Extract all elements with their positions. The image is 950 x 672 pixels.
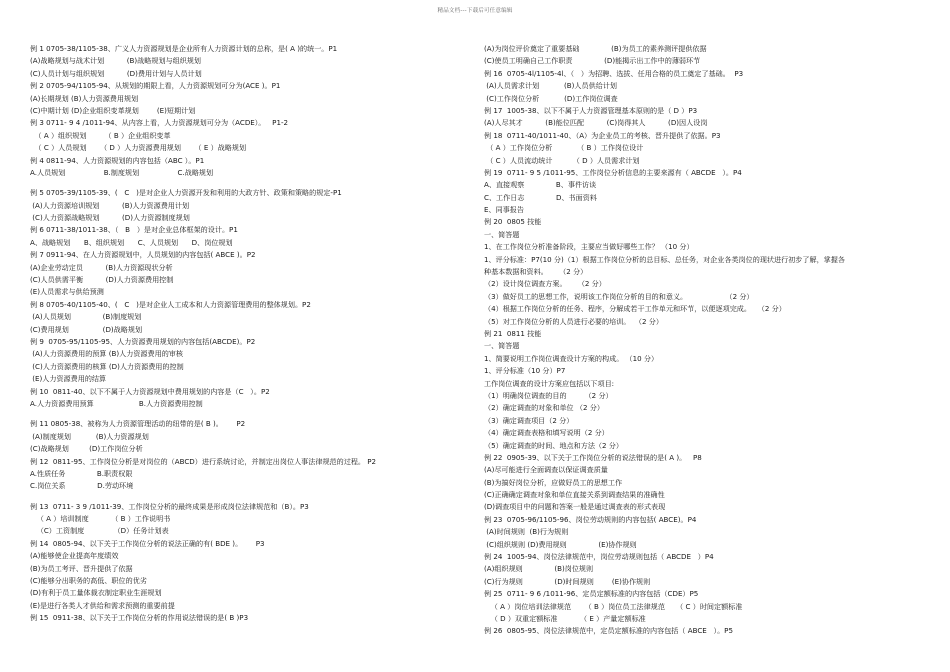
left-text-line: 例 2 0705-94/1105-94、从规划的期限上看，人力资源规划可分为(ACE )。P1	[30, 81, 281, 91]
left-text-line: (E)人力资源费用的结算	[30, 374, 107, 384]
left-text-line: (A)人员规划 (B)制度规划	[30, 312, 142, 322]
right-text-line: (C)组织规则 (D)费用规则 (E)协作规则	[484, 539, 637, 549]
right-text-line: 1、评分标准（10 分）P7	[484, 366, 566, 376]
right-text-line: （ D ）双重定额标准 （ E ）产量定额标准	[484, 613, 646, 623]
left-text-line: 例 6 0711-38/1011-38、（ B ）是对企业总体框架的设计。P1	[30, 225, 238, 235]
left-text-line: (A)企业劳动定员 (B)人力资源现状分析	[30, 262, 173, 272]
right-text-line: (A)为岗位评价奠定了重要基础 (B)为员工的素养测评提供依据	[484, 44, 707, 53]
right-text-line: A、直接观察 B、事件访谈	[484, 180, 597, 190]
right-text-line: E、同事报告	[484, 205, 524, 215]
left-text-line: (C)战略规划 (D)工作岗位分析	[30, 444, 143, 454]
left-text-line: A、战略规划 B、组织规划 C、人员规划 D、岗位规划	[30, 237, 233, 247]
right-text-line: (B)为搞好岗位分析，应做好员工的思想工作	[484, 477, 623, 487]
right-text-line: 一、简答题	[484, 341, 520, 351]
left-text-line: 例 4 0811-94、人力资源规划的内容包括（ABC ）。P1	[30, 155, 205, 165]
left-text-line: (A)制度规划 (B)人力资源规划	[30, 431, 149, 441]
right-text-line: (C)工作岗位分析 (D)工作岗位调查	[484, 93, 618, 103]
right-text-line: （4）根据工作岗位分析的任务、程序，分解成若干工作单元和环节，以便逐项完成。 （2 分）	[484, 304, 786, 314]
right-text-line: 例 22 0905-39、以下关于工作岗位分析的说法错误的是( A )。 P8	[484, 452, 702, 462]
left-text-line: （ A ）培训制度 （ B ）工作说明书	[30, 514, 171, 524]
left-text-line: (A)长期规划 (B)人力资源费用规划	[30, 93, 139, 103]
right-text-line: (A)人尽其才 (B)能位匹配 (C)岗得其人 (D)因人设岗	[484, 118, 708, 128]
left-text-line: (A)战略规划与战术计划 (B)战略规划与组织规划	[30, 56, 202, 66]
left-text-line: A.人员规划 B.制度规划 C.战略规划	[30, 167, 214, 177]
right-text-line: 例 25 0711- 9 6 /1011-96、定员定额标准的内容包括（CDE）P5	[484, 589, 699, 599]
left-text-line: （ C ）人员规划 （ D ）人力资源费用规划 （ E ）战略规划	[30, 143, 247, 153]
left-text-line: (C)费用规划 (D)战略规划	[30, 324, 143, 334]
right-text-line: 例 18 0711-40/1011-40、（A）为企业员工的考核、晋升提供了依据。P3	[484, 130, 721, 140]
left-text-line: 例 7 0911-94、在人力资源规划中，人员规划的内容包括( ABCE )。P2	[30, 250, 256, 260]
right-text-line: 例 19 0711- 9 5 /1011-95、工作岗位分析信息的主要来源有（ ABCDE ）。P4	[484, 167, 742, 177]
left-text-line: (B)为员工考评、晋升提供了依据	[30, 563, 133, 573]
right-text-line: (D)调查项目中的问题和答案一般是通过调查表的形式表现	[484, 502, 666, 512]
left-text-line: 例 3 0711- 9 4 /1011-94、从内容上看，人力资源规划可分为（ACDE）。 P1-2	[30, 118, 289, 128]
right-text-line: (A)时间规则 (B)行为规则	[484, 527, 569, 537]
left-text-line: 例 13 0711- 3 9 /1011-39、工作岗位分析的最终成果是形成岗位法律规范和（B）。P3	[30, 501, 309, 511]
right-text-line: 1、在工作岗位分析准备阶段，主要应当做好哪些工作？ （10 分）	[484, 242, 694, 252]
left-text-line: (C)人员供需平衡 (D)人力资源费用控制	[30, 275, 174, 285]
right-text-line: (A)人员需求计划 (B)人员供给计划	[484, 81, 617, 91]
right-text-line: 例 24 1005-94、岗位法律规范中，岗位劳动规则包括（ ABCDE ）P4	[484, 552, 714, 562]
left-text-line: (A)人力资源培训规划 (B)人力资源费用计划	[30, 200, 190, 210]
page-header: 精品文档---下载后可任意编辑	[437, 8, 513, 14]
right-text-line: 例 23 0705-96/1105-96、岗位劳动规则的内容包括( ABCE)。P4	[484, 514, 697, 524]
right-text-line: （2）确定调查的对象和单位 （2 分）	[484, 403, 604, 413]
left-text-line: (E)是进行各类人才供给和需求预测的重要前提	[30, 600, 175, 610]
left-text-line: (E)人员需求与供给预测	[30, 287, 104, 297]
right-text-line: （3）做好员工的思想工作，说明该工作岗位分析的目的和意义。 （2 分）	[484, 291, 754, 301]
left-text-line	[30, 493, 450, 501]
left-text-line: 例 14 0805-94、以下关于工作岗位分析的说法正确的有( BDE )。 P3	[30, 538, 265, 548]
left-text-line: (A)能够使企业提高年度绩效	[30, 551, 119, 561]
right-text-line: (C)行为规则 (D)时间规则 (E)协作规则	[484, 576, 651, 586]
right-text-line: （5）确定调查的时间、地点和方法（2 分）	[484, 440, 623, 450]
right-text-line: （ A ）岗位培训法律规范 （ B ）岗位员工法律规范 （ C ）时间定额标准	[484, 601, 743, 611]
left-text-line: (C)人力资源战略规划 (D)人力资源制度规划	[30, 213, 190, 223]
left-text-line	[30, 410, 450, 418]
right-text-line: 1、评分标准：P7(10 分)（1）根据工作岗位分析的总目标、总任务，对企业各类岗位的现状进行初步了解，掌握各	[484, 254, 845, 264]
left-text-line: A.人力资源费用预算 B.人力资源费用控制	[30, 398, 203, 408]
left-text-line: 例 9 0705-95/1105-95、人力资源费用规划的内容包括(ABCDE)。P2	[30, 336, 256, 346]
left-text-line: 例 5 0705-39/1105-39、( C )是对企业人力资源开发和利用的大政方针、政策和策略的规定-P1	[30, 188, 342, 198]
right-text-line: （5）对工作岗位分析的人员进行必要的培训。 （2 分）	[484, 316, 663, 326]
right-text-line: 种基本数据和资料。 （2 分）	[484, 267, 588, 277]
left-text-line: 例 10 0811-40、以下不属于人力资源规划中费用规划的内容是（C ）。P2	[30, 386, 270, 396]
right-text-line: 例 17 1005-38、以下不属于人力资源管理基本原则的是（ D ）P3	[484, 105, 698, 115]
right-text-line: （1）明确岗位调查的目的 （2 分）	[484, 390, 613, 400]
right-text-line: 例 21 0811 技能	[484, 328, 542, 338]
right-text-line: C、工作日志 D、书面资料	[484, 192, 597, 202]
right-text-line: 例 20 0805 技能	[484, 217, 542, 227]
left-text-line	[30, 179, 450, 187]
left-text-line: (C)能够分出职务的高低、职位的优劣	[30, 576, 147, 586]
right-text-line: （ C ）人员流动统计 （ D ）人员需求计划	[484, 155, 640, 165]
left-text-line: （C）工资制度 （D）任务计划表	[30, 526, 169, 536]
right-column	[484, 43, 920, 638]
left-text-line: (C)中期计划 (D)企业组织变革规划 (E)短期计划	[30, 105, 196, 115]
right-text-line: (A)组织规则 (B)岗位规则	[484, 564, 594, 574]
right-text-line: （ A ）工作岗位分析 （ B ）工作岗位设计	[484, 143, 644, 153]
right-text-line: 一、简答题	[484, 229, 520, 239]
right-text-line: 例 16 0705-4l/1105-4l、（ ）为招聘、选拔、任用合格的员工奠定了基础。 P3	[484, 68, 744, 78]
left-text-line: （ A ）组织规划 （ B ）企业组织变革	[30, 130, 171, 140]
left-text-line: A.性质任务 B.职责权限	[30, 468, 133, 478]
left-text-line: (C)人力资源费用的核算 (D)人力资源费用的控制	[30, 361, 184, 371]
left-text-line: 例 8 0705-40/1105-40、( C )是对企业人工成本和人力资源管理费用的整体规划。P2	[30, 299, 311, 309]
left-text-line: 例 11 0805-38、被称为人力资源管理活动的纽带的是( B )。 P2	[30, 419, 246, 429]
left-text-line: 例 1 0705-38/1105-38、广义人力资源规划是企业所有人力资源计划的总称，是( A )的统一。P1	[30, 44, 338, 53]
right-text-line: 工作岗位调查的设计方案应包括以下项目:	[484, 378, 615, 388]
right-text-line: 例 26 0805-95、岗位法律规范中，定员定额标准的内容包括（ ABCE ）。P5	[484, 626, 733, 636]
right-text-line: (C)使员工明确自己工作职责 (D)能揭示出工作中的薄弱环节	[484, 56, 701, 66]
left-text-line: (D)有利于员工量体裁衣制定职业生涯规划	[30, 588, 162, 598]
right-text-line: (C)正确确定调查对象和单位直接关系到调查结果的准确性	[484, 490, 665, 500]
right-text-line: （3）确定调查项目（2 分）	[484, 415, 574, 425]
left-text-line: 例 15 0911-38、以下关于工作岗位分析的作用说法错误的是( B )P3	[30, 613, 249, 623]
left-text-line: (C)人员计划与组织规划 (D)费用计划与人员计划	[30, 68, 202, 78]
right-text-line: 1、简要说明工作岗位调查设计方案的构成。 （10 分）	[484, 353, 659, 363]
right-text-line: （4）确定调查表格和填写说明（2 分）	[484, 428, 609, 438]
right-text-line: （2）设计岗位调查方案。 （2 分）	[484, 279, 606, 289]
left-text-line: 例 12 0811-95、工作岗位分析是对岗位的（ABCD）进行系统讨论，并制定出岗位人事法律规范的过程。 P2	[30, 456, 377, 466]
left-text-line: C.岗位关系 D.劳动环境	[30, 481, 134, 491]
right-text-line: (A)尽可能进行全面调查以保证调查质量	[484, 465, 608, 475]
left-column	[30, 43, 450, 625]
left-text-line: (A)人力资源费用的预算 (B)人力资源费用的审核	[30, 349, 183, 359]
